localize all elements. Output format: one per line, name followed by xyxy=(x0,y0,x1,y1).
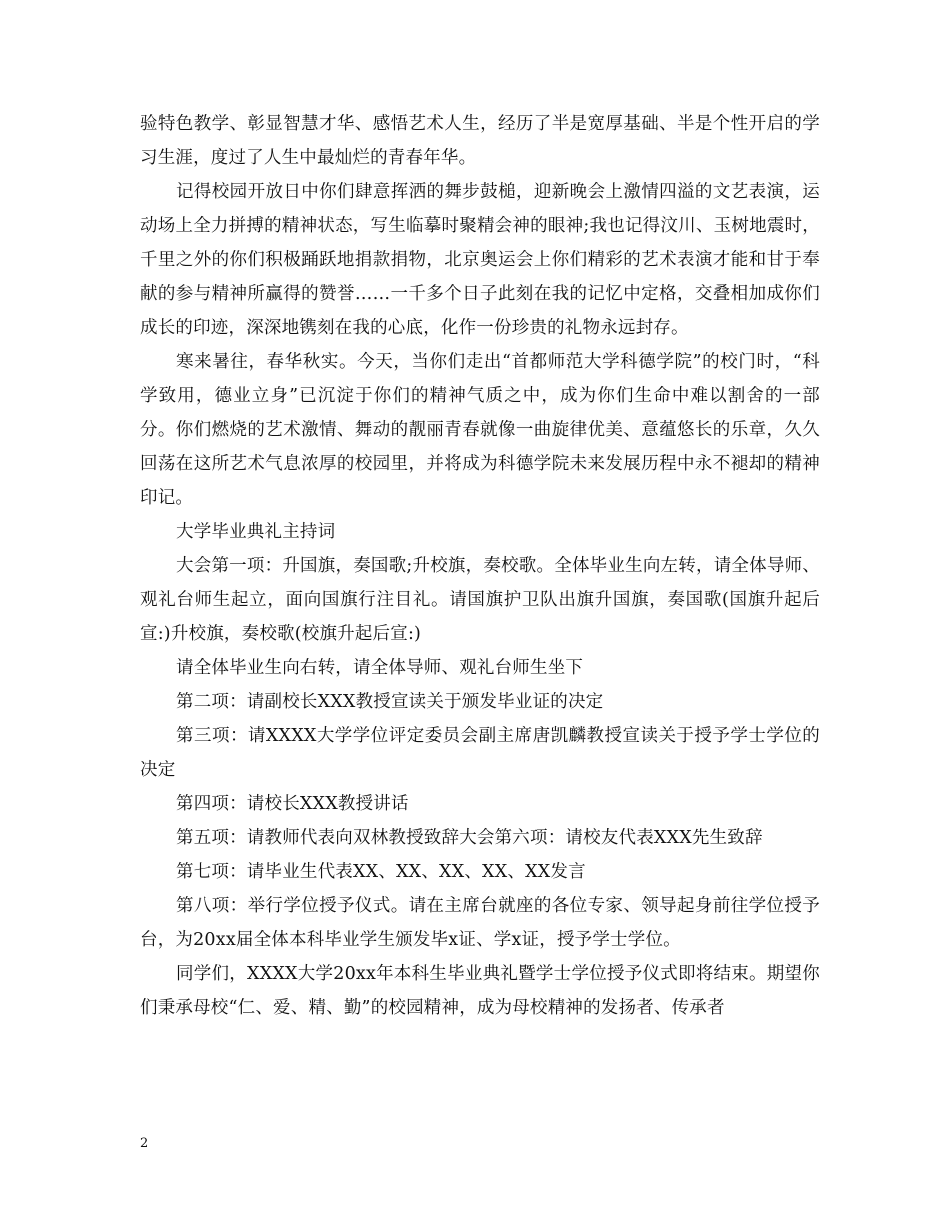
section-heading: 大学毕业典礼主持词 xyxy=(176,522,336,542)
paragraph: 第二项：请副校长XXX教授宣读关于颁发毕业证的决定 xyxy=(176,692,604,712)
paragraph: 记得校园开放日中你们肆意挥洒的舞步鼓槌，迎新晚会上激情四溢的文艺表演，运动场上全力拼搏的精神状态，写生临摹时聚精会神的眼神;我也记得汶川、玉树地震时，千里之外的你们积极踊跃地捐款捐物，北京奥运会上你们精彩的艺术表演才能和甘于奉献的参与精神所赢得的赞誉……一千多个日子此刻在我的记忆中定格，交叠相加成你们成长的印迹，深深地镌刻在我的心底，化作一份珍贵的礼物永远封存。 xyxy=(140,182,820,338)
paragraph: 第四项：请校长XXX教授讲话 xyxy=(176,794,409,814)
paragraph: 寒来暑往，春华秋实。今天，当你们走出“首都师范大学科德学院”的校门时，“科学致用，德业立身”已沉淀于你们的精神气质之中，成为你们生命中难以割舍的一部分。你们燃烧的艺术激情、舞动的靓丽青春就像一曲旋律优美、意蕴悠长的乐章，久久回荡在这所艺术气息浓厚的校园里，并将成为科德学院未来发展历程中永不褪却的精神印记。 xyxy=(140,352,820,508)
paragraph: 第五项：请教师代表向双林教授致辞大会第六项：请校友代表XXX先生致辞 xyxy=(176,828,763,848)
paragraph: 第七项：请毕业生代表XX、XX、XX、XX、XX发言 xyxy=(176,862,586,882)
page-body xyxy=(140,107,820,1025)
paragraph: 第八项：举行学位授予仪式。请在主席台就座的各位专家、领导起身前往学位授予台，为20xx届全体本科毕业学生颁发毕x证、学x证，授予学士学位。 xyxy=(140,896,820,950)
paragraph: 大会第一项：升国旗，奏国歌;升校旗，奏校歌。全体毕业生向左转，请全体导师、观礼台师生起立，面向国旗行注目礼。请国旗护卫队出旗升国旗，奏国歌(国旗升起后宣:)升校旗，奏校歌(校旗升起后宣:) xyxy=(140,556,820,644)
page-number: 2 xyxy=(140,1136,149,1151)
paragraph: 同学们，XXXX大学20xx年本科生毕业典礼暨学士学位授予仪式即将结束。期望你们秉承母校“仁、爱、精、勤”的校园精神，成为母校精神的发扬者、传承者 xyxy=(140,964,820,1018)
paragraph: 请全体毕业生向右转，请全体导师、观礼台师生坐下 xyxy=(176,658,584,678)
paragraph: 验特色教学、彰显智慧才华、感悟艺术人生，经历了半是宽厚基础、半是个性开启的学习生涯，度过了人生中最灿烂的青春年华。 xyxy=(140,114,820,168)
paragraph: 第三项：请XXXX大学学位评定委员会副主席唐凯麟教授宣读关于授予学士学位的决定 xyxy=(140,726,820,780)
